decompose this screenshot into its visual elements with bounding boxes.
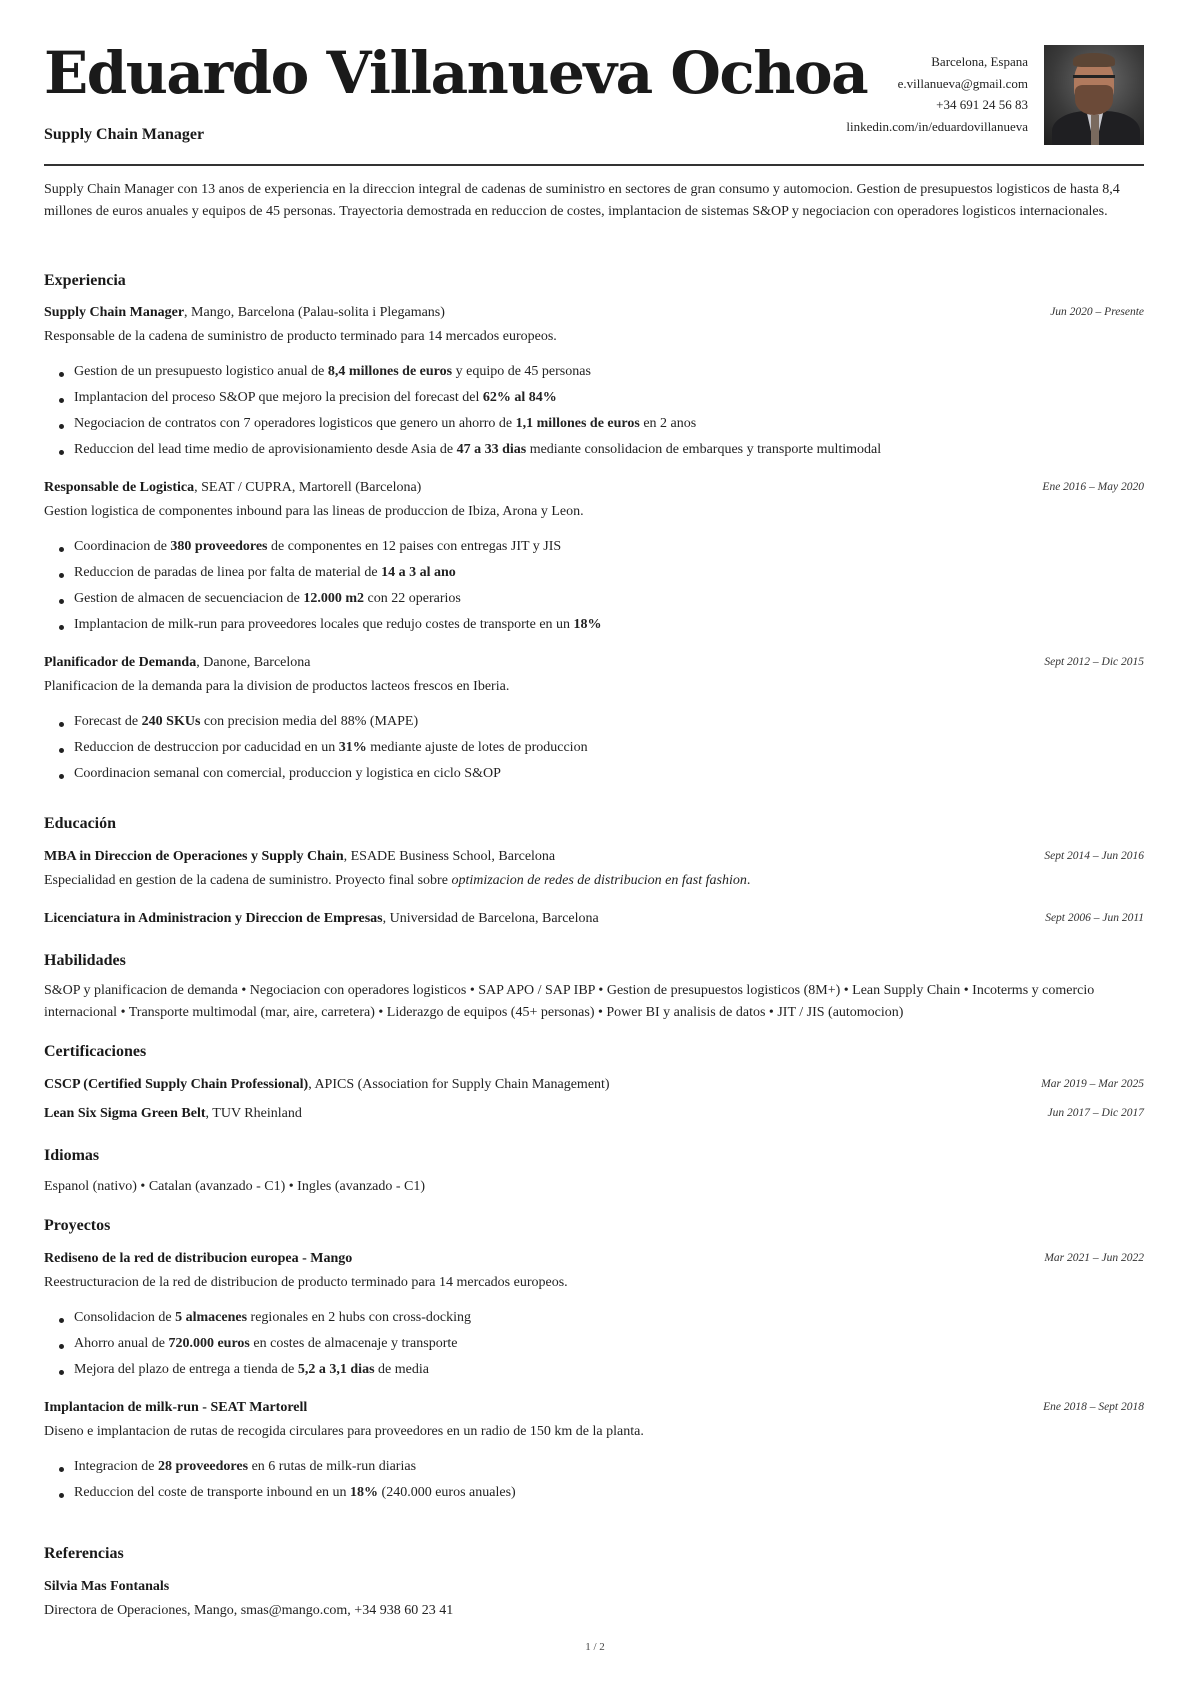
bullet-item: Coordinacion semanal con comercial, produccion y logistica en ciclo S&OP <box>74 766 501 781</box>
job-org: , Danone, Barcelona <box>196 655 311 670</box>
reference-details: Directora de Operaciones, Mango, smas@mango.com, +34 938 60 23 41 <box>44 1603 454 1618</box>
bullet-item: Reduccion de paradas de linea por falta de material de 14 a 3 al ano <box>74 565 456 580</box>
candidate-title: Supply Chain Manager <box>44 126 205 143</box>
job-dates: Jun 2020 – Presente <box>1050 306 1144 318</box>
header-divider <box>44 164 1144 166</box>
job-description: Responsable de la cadena de suministro de producto terminado para 14 mercados europeos. <box>44 329 557 344</box>
certification-entry <box>44 1106 1144 1122</box>
project-dates: Ene 2018 – Sept 2018 <box>1043 1401 1144 1413</box>
school-name: , Universidad de Barcelona, Barcelona <box>382 911 599 926</box>
certification-dates: Jun 2017 – Dic 2017 <box>1047 1107 1144 1119</box>
contact-phone: +34 691 24 56 83 <box>936 97 1028 112</box>
candidate-name: Eduardo Villanueva Ochoa <box>44 39 868 107</box>
section-heading-languages: Idiomas <box>44 1147 100 1164</box>
job-role: Responsable de Logistica <box>44 480 195 495</box>
page-number: 1 / 2 <box>585 1641 605 1653</box>
education-description: Especialidad en gestion de la cadena de suministro. Proyecto final sobre optimizacion de redes de distribucion en fast fashion. <box>44 873 751 888</box>
bullet-item: Gestion de almacen de secuenciacion de 12.000 m2 con 22 operarios <box>74 591 461 606</box>
school-name: , ESADE Business School, Barcelona <box>343 849 556 864</box>
education-entry-header <box>44 849 1144 865</box>
certification-issuer: , APICS (Association for Supply Chain Management) <box>308 1077 610 1092</box>
education-entry-header <box>44 911 1144 927</box>
bullet-item: Implantacion del proceso S&OP que mejoro la precision del forecast del 62% al 84% <box>74 390 557 405</box>
project-dates: Mar 2021 – Jun 2022 <box>1044 1252 1144 1264</box>
bullet-item: Integracion de 28 proveedores en 6 rutas de milk-run diarias <box>74 1459 417 1474</box>
bullet-item: Mejora del plazo de entrega a tienda de 5,2 a 3,1 dias de media <box>74 1362 429 1377</box>
reference-name: Silvia Mas Fontanals <box>44 1579 170 1594</box>
section-heading-certifications: Certificaciones <box>44 1043 147 1060</box>
section-heading-references: Referencias <box>44 1545 124 1562</box>
job-entry-header <box>44 305 1144 321</box>
bullet-item: Negociacion de contratos con 7 operadores logisticos que genero un ahorro de 1,1 millones de euros en 2 anos <box>74 416 697 431</box>
portrait-photo <box>1044 45 1144 145</box>
section-heading-skills: Habilidades <box>44 952 126 969</box>
education-dates: Sept 2006 – Jun 2011 <box>1045 912 1144 924</box>
section-heading-experience: Experiencia <box>44 272 126 289</box>
bullet-item: Gestion de un presupuesto logistico anual de 8,4 millones de euros y equipo de 45 personas <box>74 364 591 379</box>
resume-page <box>44 0 1144 1618</box>
bullet-item: Forecast de 240 SKUs con precision media del 88% (MAPE) <box>74 714 419 729</box>
bullet-item: Ahorro anual de 720.000 euros en costes de almacenaje y transporte <box>74 1336 458 1351</box>
bullet-item: Consolidacion de 5 almacenes regionales en 2 hubs con cross-docking <box>74 1310 471 1325</box>
photo-glasses <box>1073 75 1115 78</box>
summary-paragraph: Supply Chain Manager con 13 anos de experiencia en la direccion integral de cadenas de suministro en sectores de gran consumo y automocion. Gestion de presupuestos logisticos de hasta 8,4 millones de euros anuales y equipos de 45 personas. Trayectoria demostrada en reduccion de costes, implantacion de sistemas S&OP y negociacion con operadores logisticos internacionales. <box>44 182 1120 219</box>
degree-name: Licenciatura in Administracion y Direccion de Empresas <box>44 911 383 926</box>
project-entry-header <box>44 1251 1144 1267</box>
project-description: Diseno e implantacion de rutas de recogida circulares para proveedores en un radio de 150 km de la planta. <box>44 1424 644 1439</box>
job-description: Gestion logistica de componentes inbound para las lineas de produccion de Ibiza, Arona y Leon. <box>44 504 584 519</box>
bullet-item: Reduccion de destruccion por caducidad en un 31% mediante ajuste de lotes de produccion <box>74 740 588 755</box>
job-role: Supply Chain Manager <box>44 305 185 320</box>
contact-block <box>846 51 1028 137</box>
job-org: , Mango, Barcelona (Palau-solita i Plegamans) <box>184 305 445 320</box>
section-heading-education: Educación <box>44 815 117 832</box>
degree-name: MBA in Direccion de Operaciones y Supply Chain <box>44 849 344 864</box>
job-entry-header <box>44 655 1144 671</box>
project-description: Reestructuracion de la red de distribucion de producto terminado para 14 mercados europeos. <box>44 1275 568 1290</box>
photo-beard <box>1075 85 1113 115</box>
languages-list: Espanol (nativo) • Catalan (avanzado - C1) • Ingles (avanzado - C1) <box>44 1179 426 1194</box>
job-dates: Sept 2012 – Dic 2015 <box>1044 656 1144 668</box>
job-dates: Ene 2016 – May 2020 <box>1042 481 1144 493</box>
bullet-item: Coordinacion de 380 proveedores de componentes en 12 paises con entregas JIT y JIS <box>74 539 562 554</box>
job-org: , SEAT / CUPRA, Martorell (Barcelona) <box>194 480 422 495</box>
bullet-item: Reduccion del coste de transporte inbound en un 18% (240.000 euros anuales) <box>74 1485 516 1500</box>
project-name: Rediseno de la red de distribucion europea - Mango <box>44 1251 353 1266</box>
certification-name: Lean Six Sigma Green Belt <box>44 1106 206 1121</box>
job-role: Planificador de Demanda <box>44 655 197 670</box>
certification-issuer: , TUV Rheinland <box>205 1106 302 1121</box>
photo-hair <box>1073 53 1115 67</box>
certification-name: CSCP (Certified Supply Chain Professional) <box>44 1077 309 1092</box>
photo-tie <box>1091 115 1099 145</box>
certification-dates: Mar 2019 – Mar 2025 <box>1041 1078 1144 1090</box>
job-entry-header <box>44 480 1144 496</box>
certification-entry <box>44 1077 1144 1093</box>
contact-location: Barcelona, Espana <box>931 54 1028 69</box>
project-entry-header <box>44 1400 1144 1416</box>
resume-header <box>44 0 1144 166</box>
education-dates: Sept 2014 – Jun 2016 <box>1044 850 1144 862</box>
skills-list: S&OP y planificacion de demanda • Negociacion con operadores logisticos • SAP APO / SAP IBP • Gestion de presupuestos logisticos (8M+) • Lean Supply Chain • Incoterms y comercio internacional • Transporte multimodal (mar, aire, carretera) • Liderazgo de equipos (45+ personas) • Power BI y analisis de datos • JIT / JIS (automocion) <box>44 983 1095 1020</box>
bullet-item: Implantacion de milk-run para proveedores locales que redujo costes de transporte en un 18% <box>74 617 602 632</box>
contact-email[interactable]: e.villanueva@gmail.com <box>897 75 1028 91</box>
job-description: Planificacion de la demanda para la division de productos lacteos frescos en Iberia. <box>44 679 510 694</box>
bullet-item: Reduccion del lead time medio de aprovisionamiento desde Asia de 47 a 33 dias mediante consolidacion de embarques y transporte multimodal <box>74 442 882 457</box>
section-heading-projects: Proyectos <box>44 1217 111 1234</box>
project-name: Implantacion de milk-run - SEAT Martorell <box>44 1400 308 1415</box>
contact-linkedin[interactable]: linkedin.com/in/eduardovillanueva <box>846 118 1028 134</box>
